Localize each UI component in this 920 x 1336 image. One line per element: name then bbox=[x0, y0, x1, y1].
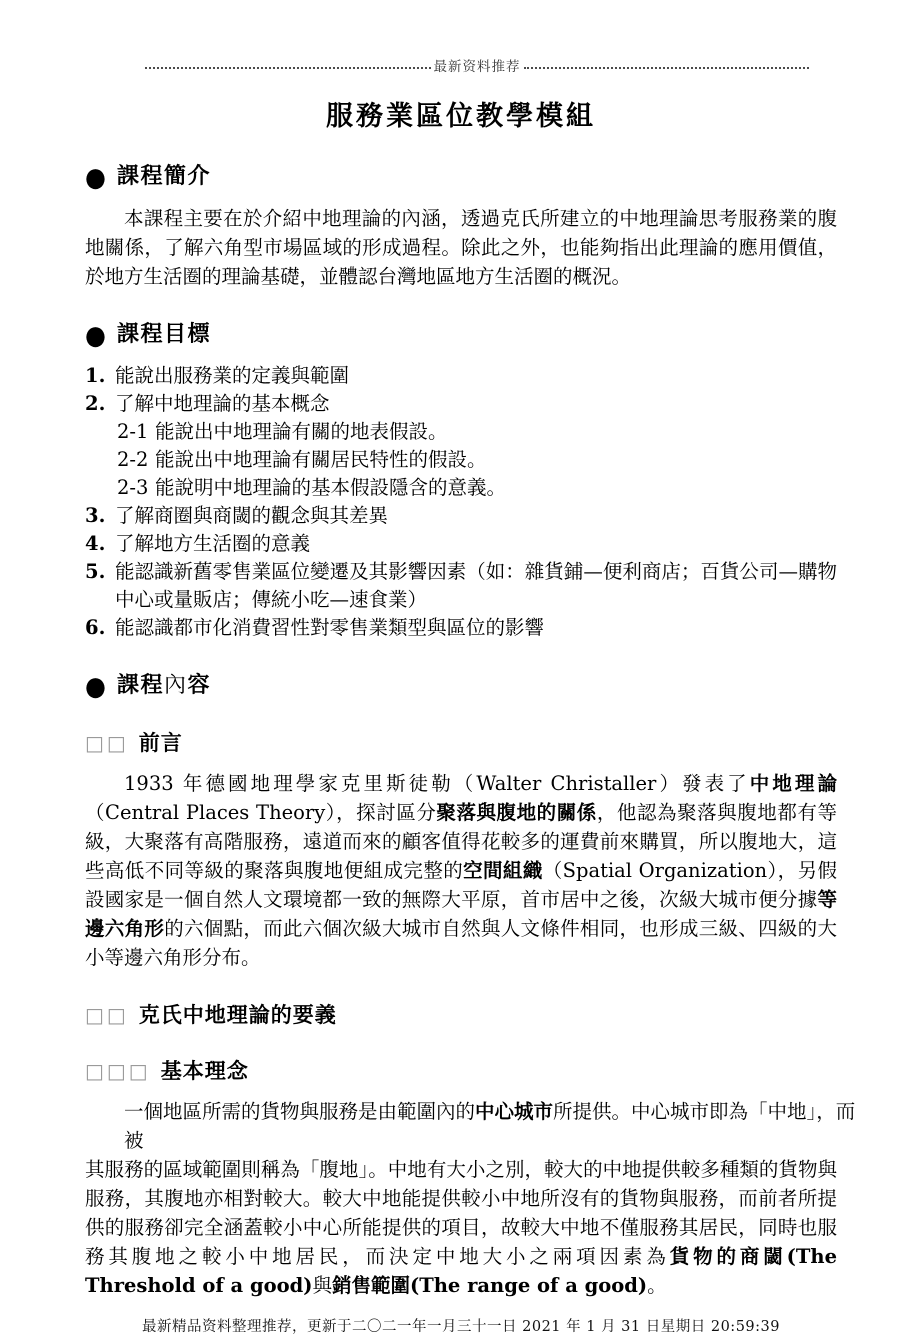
page-title: 服務業區位教學模組 bbox=[326, 101, 596, 132]
item-number: 4. bbox=[85, 532, 106, 555]
objective-item-2 bbox=[85, 390, 837, 418]
subitem-text: 能說出中地理論有關居民特性的假設。 bbox=[155, 448, 487, 471]
subsection-heading-text: 前言 bbox=[138, 731, 183, 755]
header-watermark-text: 最新资料推荐 bbox=[433, 59, 521, 75]
subsection-heading-text: 基本理念 bbox=[160, 1059, 249, 1083]
section-heading-text: 課程簡介 bbox=[116, 164, 211, 189]
objective-item-4 bbox=[85, 530, 837, 558]
item-text: 了解地方生活圈的意義 bbox=[115, 532, 311, 555]
section-heading-course-objectives bbox=[85, 321, 837, 349]
item-text: 了解中地理論的基本概念 bbox=[115, 392, 330, 415]
bullet-icon: ● bbox=[85, 670, 106, 702]
document-header bbox=[145, 58, 809, 76]
subitem-number: 2-3 bbox=[117, 476, 149, 499]
objective-item-3 bbox=[85, 502, 837, 530]
preface-paragraph: 1933 年德國地理學家克里斯徒勒（Walter Christaller）發表了中地理論（Central Places Theory），探討區分聚落與腹地的關係，他認為聚落與腹地都有等級，大聚落有高階服務，遠道而來的顧客值得花較多的運費前來購買，所以腹地大，這些高低不同等級的聚落與腹地便組成完整的空間組織（Spatial Organization），另假設國家是一個自然人文環境都一致的無際大平原，首市居中之後，次級大城市便分據等邊六角形的六個點，而此六個次級大城市自然與人文條件相同，也形成三級、四級的大小等邊六角形分布。 bbox=[85, 772, 837, 969]
subitem-text: 能說明中地理論的基本假設隱含的意義。 bbox=[155, 476, 507, 499]
missing-glyph-boxes: □□□ bbox=[85, 1059, 151, 1083]
item-number: 5. bbox=[85, 560, 106, 583]
subitem-number: 2-2 bbox=[117, 448, 149, 471]
subitem-text: 能說出中地理論有關的地表假設。 bbox=[155, 420, 448, 443]
item-number: 6. bbox=[85, 616, 106, 639]
basic-concept-paragraph-body: 其服務的區域範圍則稱為「腹地」。中地有大小之別，較大的中地提供較多種類的貨物與服務，其腹地亦相對較大。較大中地能提供較小中地所沒有的貨物與服務，而前者所提供的服務卻完全涵蓋較小中心所能提供的項目，故較大中地不僅服務其居民，同時也服務其腹地之較小中地居民，而決定中地大小之兩項因素為貨物的商閾(The Threshold of a good)與銷售範圍(The range of a good)。 bbox=[85, 1158, 837, 1297]
item-number: 1. bbox=[85, 364, 106, 387]
objectives-list bbox=[85, 362, 837, 642]
dotted-rule-left bbox=[145, 67, 431, 69]
objective-item-6 bbox=[85, 614, 837, 642]
subsection-heading-text: 克氏中地理論的要義 bbox=[138, 1003, 337, 1027]
item-text: 能認識新舊零售業區位變遷及其影響因素（如：雜貨鋪—便利商店；百貨公司—購物中心或量販店；傳統小吃—速食業） bbox=[115, 560, 837, 611]
subsection-heading-preface bbox=[85, 730, 837, 756]
section-heading-text: 課程內容 bbox=[116, 673, 211, 698]
item-number: 2. bbox=[85, 392, 106, 415]
basic-concept-paragraph-line1: 一個地區所需的貨物與服務是由範圍內的中心城市所提供。中心城市即為「中地」，而 bbox=[124, 1100, 856, 1123]
objective-subitem-2-2 bbox=[85, 446, 837, 474]
section-heading-course-content bbox=[85, 672, 837, 700]
bullet-icon: ● bbox=[85, 319, 106, 351]
objective-item-5 bbox=[85, 558, 837, 614]
missing-glyph-boxes: □□ bbox=[85, 1003, 129, 1027]
section-heading-course-intro bbox=[85, 163, 837, 191]
objective-subitem-2-3 bbox=[85, 474, 837, 502]
bullet-icon: ● bbox=[85, 161, 106, 193]
dotted-rule-right bbox=[524, 67, 810, 69]
item-text: 了解商圈與商閾的觀念與其差異 bbox=[115, 504, 389, 527]
missing-glyph-boxes: □□ bbox=[85, 731, 129, 755]
subsection-heading-basic-concept bbox=[85, 1058, 837, 1084]
objective-item-1 bbox=[85, 362, 837, 390]
item-text: 能認識都市化消費習性對零售業類型與區位的影響 bbox=[115, 616, 545, 639]
item-number: 3. bbox=[85, 504, 106, 527]
item-text: 能說出服務業的定義與範圍 bbox=[115, 364, 350, 387]
course-intro-paragraph: 本課程主要在於介紹中地理論的內涵，透過克氏所建立的中地理論思考服務業的腹地關係，了解六角型市場區域的形成過程。除此之外，也能夠指出此理論的應用價值，於地方生活圈的理論基礎，並體認台灣地區地方生活圈的概況。 bbox=[85, 207, 837, 288]
subitem-number: 2-1 bbox=[117, 420, 149, 443]
objective-subitem-2-1 bbox=[85, 418, 837, 446]
footer-note: 最新精品资料整理推荐，更新于二〇二一年一月三十一日 2021 年 1 月 31 日星期日 20:59:39 bbox=[142, 1319, 780, 1335]
section-heading-text: 課程目標 bbox=[116, 322, 211, 347]
subsection-heading-theory bbox=[85, 1002, 837, 1028]
basic-concept-paragraph-line2: 被 bbox=[124, 1129, 144, 1152]
